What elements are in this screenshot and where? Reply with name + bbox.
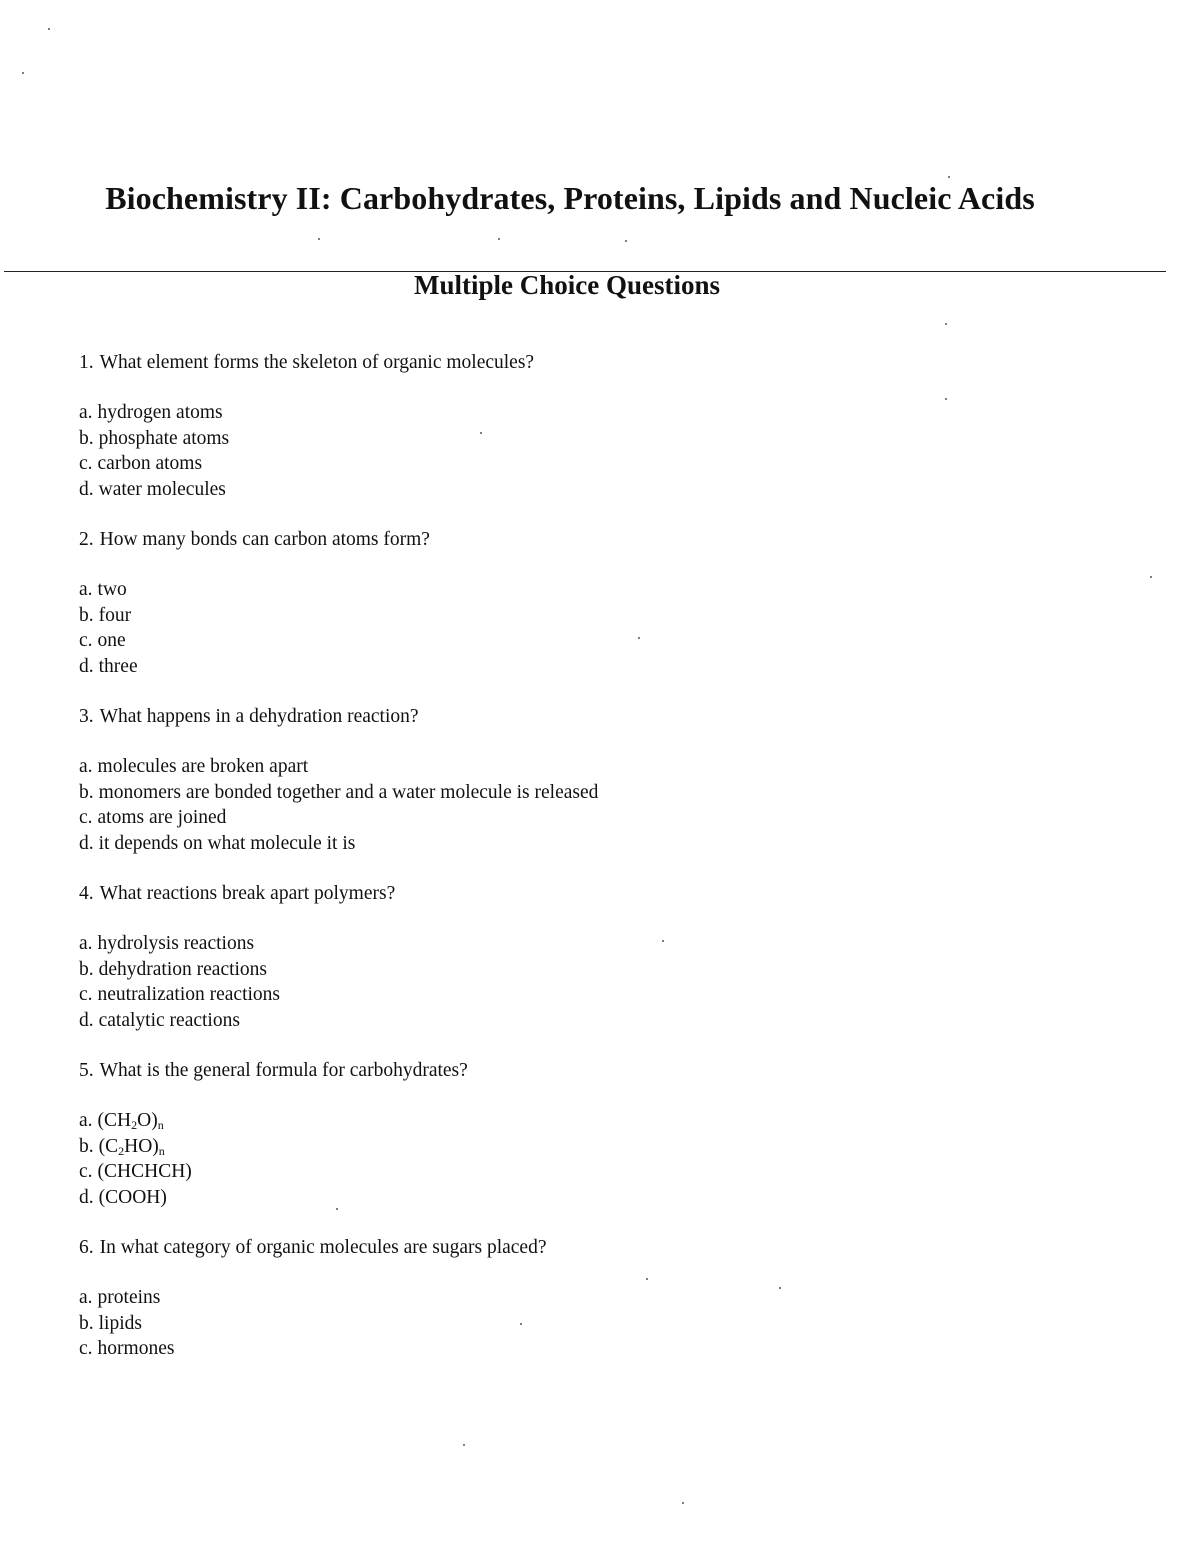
chem-subscript: 2 xyxy=(131,1118,138,1132)
option-label: a. xyxy=(79,1110,93,1131)
answer-option-d xyxy=(79,1008,1159,1034)
question-2 xyxy=(79,527,1159,679)
option-label: c. xyxy=(79,807,93,828)
option-label: c. xyxy=(79,453,93,474)
question-number: 3. xyxy=(79,706,94,727)
question-number: 1. xyxy=(79,352,94,373)
question-6 xyxy=(79,1235,1159,1362)
answer-option-b xyxy=(79,603,1159,629)
option-label: c. xyxy=(79,630,93,651)
option-text: molecules are broken apart xyxy=(97,756,309,777)
question-list xyxy=(79,350,1159,1387)
question-prompt: How many bonds can carbon atoms form? xyxy=(99,529,430,550)
question-text xyxy=(79,1235,1159,1260)
answer-option-b xyxy=(79,957,1159,983)
question-prompt: What is the general formula for carbohydrates? xyxy=(99,1060,468,1081)
option-label: c. xyxy=(79,1338,93,1359)
question-text xyxy=(79,1058,1159,1083)
option-label: d. xyxy=(79,478,94,500)
option-text: phosphate atoms xyxy=(98,427,230,449)
answer-option-a xyxy=(79,754,1159,780)
chem-subscript: 2 xyxy=(118,1143,125,1158)
option-text: hydrogen atoms xyxy=(97,402,223,423)
answer-option-d xyxy=(79,1185,1159,1211)
answer-option-b xyxy=(79,780,1159,806)
question-prompt: What reactions break apart polymers? xyxy=(99,883,396,904)
question-4 xyxy=(79,881,1159,1033)
scan-speck xyxy=(48,28,50,30)
chem-formula-part: O) xyxy=(137,1110,158,1131)
answer-option-d xyxy=(79,654,1159,680)
option-text: (CHCHCH) xyxy=(97,1161,192,1182)
option-text: hydrolysis reactions xyxy=(97,933,255,954)
answer-option-c xyxy=(79,451,1159,477)
option-text: atoms are joined xyxy=(97,807,227,828)
answer-option-b xyxy=(79,1311,1159,1337)
option-label: b. xyxy=(79,604,94,626)
question-number: 4. xyxy=(79,883,94,904)
chem-subscript: n xyxy=(157,1118,164,1132)
chem-subscript: n xyxy=(158,1143,165,1158)
option-text: monomers are bonded together and a water molecule is released xyxy=(98,781,599,803)
answer-option-a xyxy=(79,400,1159,426)
option-label: d. xyxy=(79,1186,94,1208)
question-text xyxy=(79,704,1159,729)
option-label: c. xyxy=(79,1161,93,1182)
option-label: d. xyxy=(79,655,94,677)
option-text: dehydration reactions xyxy=(98,958,268,980)
option-text: catalytic reactions xyxy=(98,1009,240,1031)
question-number: 6. xyxy=(79,1237,94,1258)
option-label: d. xyxy=(79,832,94,854)
answer-option-a xyxy=(79,1285,1159,1311)
option-label: a. xyxy=(79,402,93,423)
scan-speck xyxy=(948,176,950,178)
question-prompt: What happens in a dehydration reaction? xyxy=(99,706,419,727)
question-text xyxy=(79,881,1159,906)
answer-option-b xyxy=(79,1134,1159,1160)
scan-speck xyxy=(682,1502,684,1504)
option-text: carbon atoms xyxy=(97,453,203,474)
option-text: two xyxy=(97,579,127,600)
answer-option-d xyxy=(79,831,1159,857)
option-label: a. xyxy=(79,579,93,600)
question-number: 2. xyxy=(79,529,94,550)
option-text: (COOH) xyxy=(98,1186,167,1208)
answer-option-d xyxy=(79,477,1159,503)
answer-option-c xyxy=(79,1159,1159,1185)
option-label: b. xyxy=(79,781,94,803)
question-text xyxy=(79,527,1159,552)
option-label: b. xyxy=(79,958,94,980)
option-label: d. xyxy=(79,1009,94,1031)
option-label: b. xyxy=(79,1135,94,1157)
scan-speck xyxy=(318,238,320,240)
scan-speck xyxy=(463,1444,465,1446)
answer-option-c xyxy=(79,628,1159,654)
option-text: water molecules xyxy=(98,478,226,500)
scan-speck xyxy=(22,72,24,74)
question-number: 5. xyxy=(79,1060,94,1081)
option-label: b. xyxy=(79,1312,94,1334)
option-label: a. xyxy=(79,933,93,954)
option-text: hormones xyxy=(97,1338,175,1359)
answer-option-c xyxy=(79,1336,1159,1362)
question-5 xyxy=(79,1058,1159,1210)
answer-option-a xyxy=(79,1108,1159,1134)
option-text: four xyxy=(98,604,132,626)
answer-option-c xyxy=(79,982,1159,1008)
option-text: three xyxy=(98,655,138,677)
answer-option-c xyxy=(79,805,1159,831)
option-text: proteins xyxy=(97,1287,161,1308)
option-text: neutralization reactions xyxy=(97,984,280,1005)
scan-speck xyxy=(945,323,947,325)
option-label: b. xyxy=(79,427,94,449)
scan-speck xyxy=(625,240,627,242)
answer-option-a xyxy=(79,931,1159,957)
question-1 xyxy=(79,350,1159,502)
answer-option-a xyxy=(79,577,1159,603)
option-text xyxy=(98,1110,164,1131)
option-label: a. xyxy=(79,756,93,777)
question-prompt: What element forms the skeleton of organic molecules? xyxy=(99,352,535,373)
option-label: c. xyxy=(79,984,93,1005)
answer-option-b xyxy=(79,426,1159,452)
document-title: Biochemistry II: Carbohydrates, Proteins, Lipids and Nucleic Acids xyxy=(105,180,1035,216)
chem-formula-part: HO) xyxy=(124,1135,159,1157)
scan-speck xyxy=(498,238,500,240)
question-text xyxy=(79,350,1159,375)
option-text xyxy=(99,1136,165,1157)
question-3 xyxy=(79,704,1159,856)
option-text: one xyxy=(97,630,126,651)
question-prompt: In what category of organic molecules are sugars placed? xyxy=(99,1237,547,1258)
chem-formula-part: (CH xyxy=(97,1110,132,1131)
chem-formula-part: (C xyxy=(98,1135,119,1157)
option-label: a. xyxy=(79,1287,93,1308)
option-text: it depends on what molecule it is xyxy=(98,832,356,854)
option-text: lipids xyxy=(98,1312,142,1334)
section-title: Multiple Choice Questions xyxy=(413,270,720,300)
